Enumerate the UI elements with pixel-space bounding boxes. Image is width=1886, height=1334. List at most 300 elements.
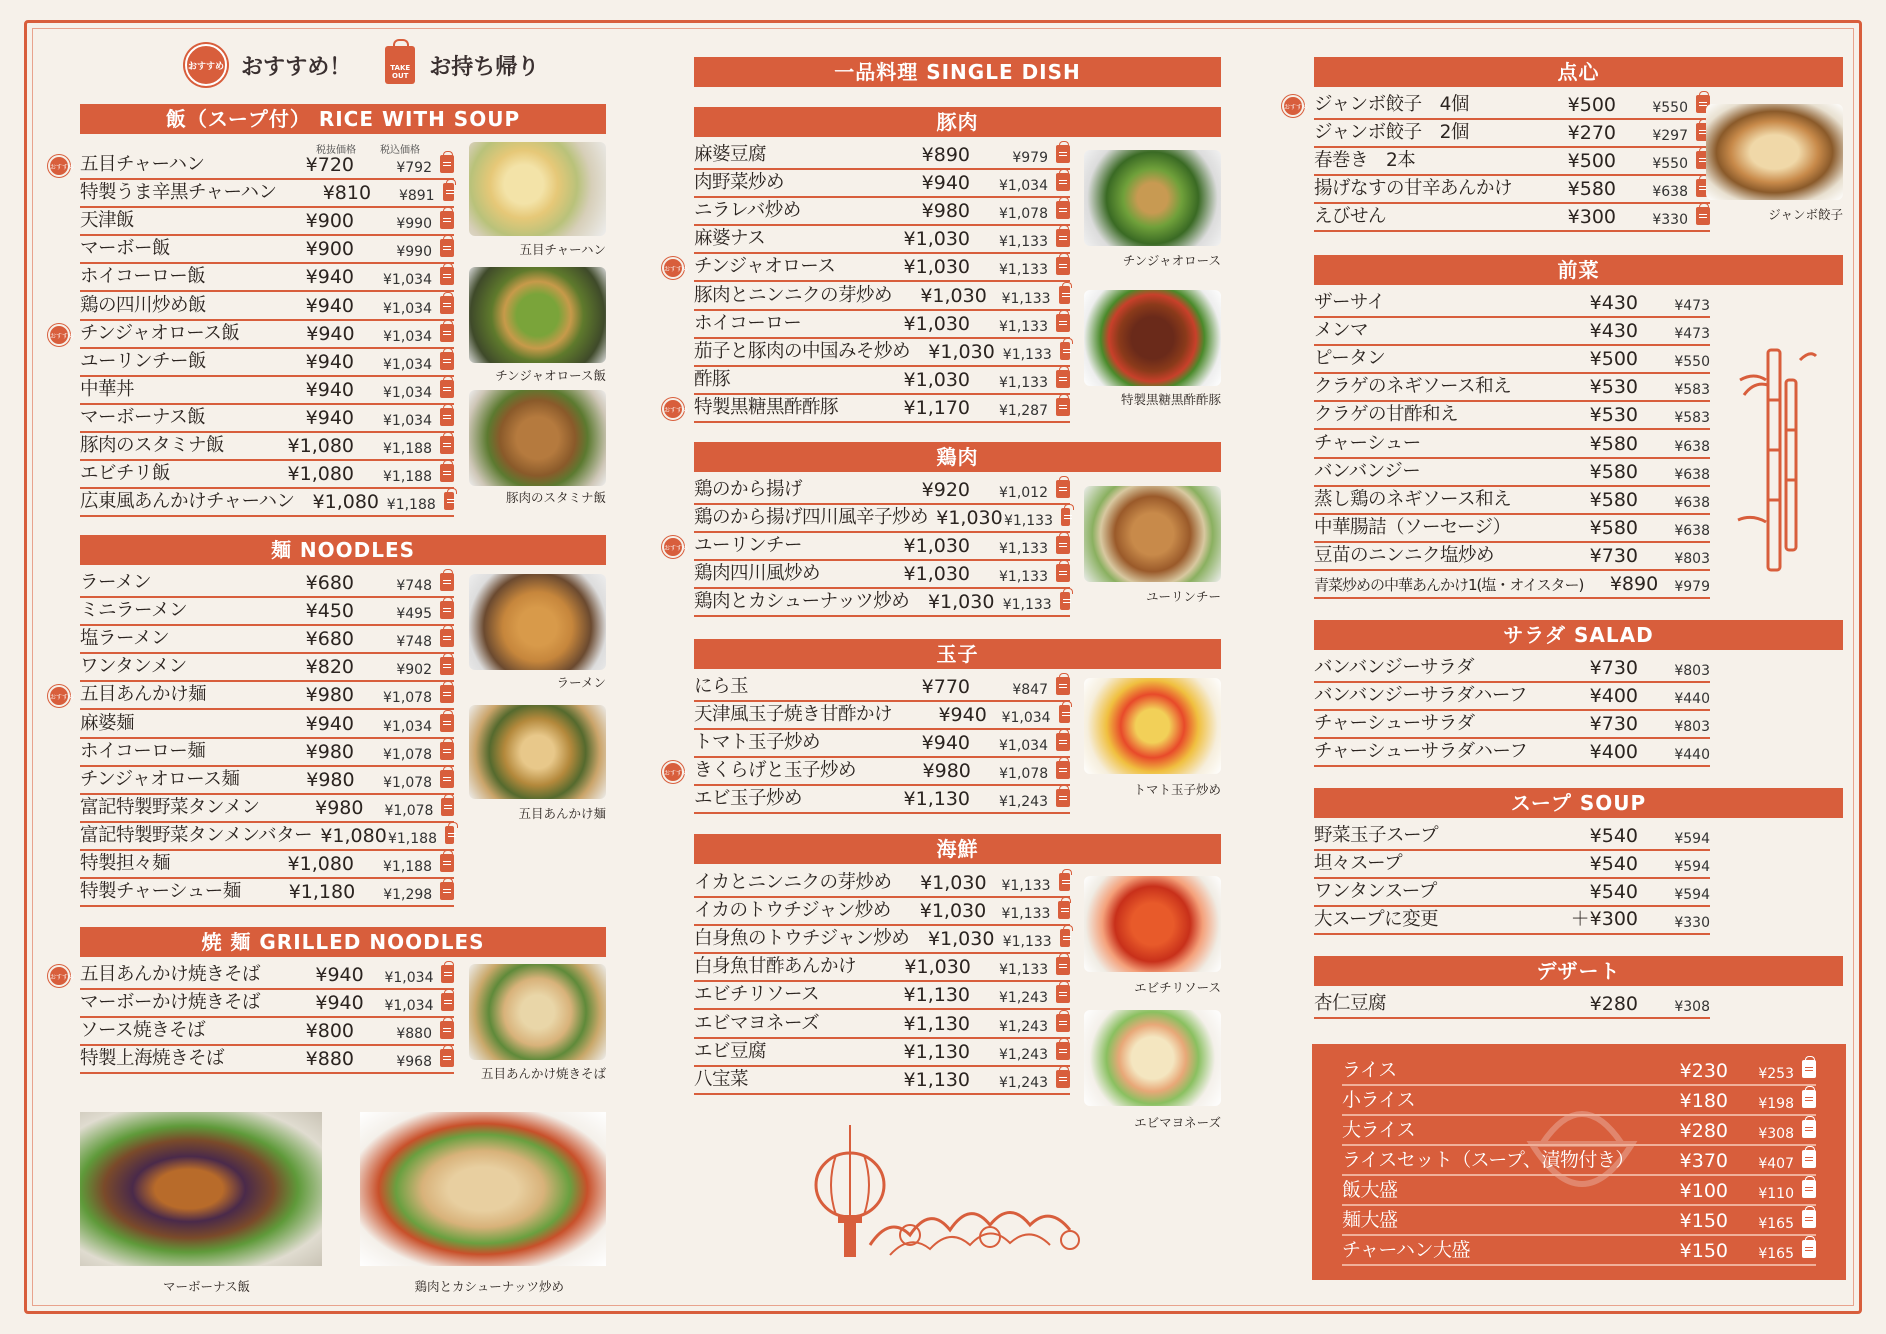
takeout-icon: [440, 657, 454, 675]
photo-pepper-steak-rice: [469, 267, 606, 363]
menu-item-row: [1314, 120, 1710, 148]
menu-item-name: 酢豚: [694, 368, 731, 390]
section-title-noodles: 麺 NOODLES: [80, 535, 606, 565]
menu-item-name: 天津風玉子焼き甘酢かけ: [694, 704, 893, 726]
takeout-icon: [1056, 1042, 1070, 1060]
menu-item-name: チャーシューサラダ: [1314, 713, 1475, 735]
takeout-icon: [1056, 789, 1070, 807]
menu-item-row: [80, 433, 454, 461]
menu-item-row: [50, 962, 454, 990]
price-ex-tax: ¥580: [1589, 488, 1638, 511]
price-ex-tax: ¥680: [305, 572, 354, 595]
menu-item-name: 中華腸詰（ソーセージ）: [1314, 516, 1511, 538]
price-ex-tax: ¥890: [921, 144, 970, 167]
price-in-tax: ¥1,287: [999, 402, 1048, 419]
menu-item-row: [50, 682, 454, 710]
menu-item-row: [694, 898, 1070, 926]
price-ex-tax: ¥400: [1589, 685, 1638, 708]
price-ex-tax: ¥1,170: [903, 396, 970, 419]
menu-item-row: [694, 982, 1070, 1010]
section-title-chicken: 鶏肉: [694, 442, 1221, 472]
menu-item-row: [694, 142, 1070, 170]
menu-item-name: 麻婆豆腐: [694, 144, 767, 166]
menu-item-row: [694, 311, 1070, 339]
menu-item-name: チンジャオロース飯: [80, 322, 240, 344]
takeout-icon: [440, 685, 454, 703]
price-ex-tax: ¥730: [1589, 657, 1638, 680]
menu-item-name: ユーリンチー飯: [80, 350, 207, 372]
section-title-appetizer: 前菜: [1314, 255, 1843, 285]
takeout-icon: [1056, 314, 1070, 332]
price-ex-tax: ¥580: [1589, 460, 1638, 483]
menu-item-name: 鶏肉とカシューナッツ炒め: [694, 591, 910, 613]
price-ex-tax: ¥1,080: [320, 824, 387, 847]
price-in-tax: ¥1,133: [999, 541, 1048, 558]
price-ex-tax: ¥400: [1589, 741, 1638, 764]
recommend-badge-icon: おすすめ: [662, 536, 684, 558]
caption: マーボーナス飯: [162, 1279, 250, 1294]
menu-item-row: [80, 823, 454, 851]
menu-item-name: クラゲの甘酢和え: [1314, 404, 1459, 426]
price-in-tax: ¥1,078: [384, 802, 434, 819]
menu-item-row: [694, 477, 1070, 505]
menu-item-row: [80, 570, 454, 598]
price-ex-tax: ¥820: [305, 656, 354, 679]
takeout-icon: [1802, 1210, 1816, 1228]
menu-item-row: [1314, 683, 1710, 711]
price-in-tax: ¥1,034: [383, 412, 432, 429]
price-ex-tax: ¥500: [1567, 150, 1616, 173]
menu-item-name: バンバンジー: [1314, 460, 1421, 482]
takeout-icon: [1061, 508, 1070, 526]
menu-item-row: [1314, 711, 1710, 739]
price-in-tax: ¥1,034: [999, 738, 1048, 755]
price-in-tax: ¥1,034: [1001, 710, 1051, 727]
takeout-icon: [1060, 592, 1070, 610]
price-ex-tax: ¥500: [1567, 94, 1616, 117]
menu-item-row: [80, 236, 454, 264]
price-ex-tax: ¥800: [305, 1020, 354, 1043]
price-ex-tax: ¥580: [1567, 178, 1616, 201]
menu-item-row: [80, 654, 454, 682]
price-in-tax: ¥1,078: [383, 690, 432, 707]
photo-mabo-eggplant-rice: [80, 1112, 322, 1266]
price-in-tax: ¥583: [1674, 410, 1710, 427]
takeout-icon: [444, 492, 454, 510]
price-ex-tax: ¥540: [1589, 881, 1638, 904]
menu-item-row: [664, 758, 1070, 786]
price-in-tax: ¥594: [1674, 831, 1710, 848]
photo-yurinchi: [1084, 486, 1221, 582]
menu-item-name: 中華丼: [80, 378, 135, 400]
takeout-icon: [441, 798, 454, 816]
caption: 五目チャーハン: [519, 242, 606, 257]
photo-pepper-steak: [1084, 150, 1221, 246]
menu-item-name: 鶏肉四川風炒め: [694, 563, 821, 585]
price-in-tax: ¥638: [1674, 438, 1710, 455]
menu-item-row: [80, 626, 454, 654]
price-ex-tax: ¥300: [1567, 206, 1616, 229]
menu-item-row: [80, 349, 454, 377]
price-ex-tax: ¥940: [306, 322, 355, 345]
takeout-icon: [440, 380, 454, 398]
price-in-tax: ¥1,034: [999, 178, 1048, 195]
price-in-tax: ¥1,243: [999, 794, 1048, 811]
section-title-dimsum: 点心: [1314, 57, 1843, 87]
price-in-tax: ¥1,034: [384, 998, 434, 1015]
price-ex-tax: ¥1,130: [903, 788, 970, 811]
menu-item-row: [1314, 543, 1710, 571]
lantern-waves-decoration: [800, 1125, 1150, 1265]
price-in-tax: ¥1,188: [386, 497, 436, 514]
price-ex-tax: ¥1,080: [287, 853, 354, 876]
menu-item-row: [664, 254, 1070, 282]
menu-item-name: 大スープに変更: [1314, 909, 1439, 931]
caption: 特製黒糖黒酢酢豚: [1120, 392, 1221, 407]
menu-item-row: [1314, 739, 1710, 767]
menu-item-name: 飯大盛: [1342, 1179, 1398, 1201]
menu-item-name: ワンタンスープ: [1314, 881, 1437, 903]
caption: チンジャオロース: [1122, 253, 1221, 268]
takeout-icon: [1056, 985, 1070, 1003]
section-title-rice: 飯（スープ付） RICE WITH SOUP: [80, 104, 606, 134]
menu-item-name: ニラレバ炒め: [694, 200, 801, 222]
price-in-tax: ¥638: [1674, 494, 1710, 511]
takeout-icon: [440, 239, 454, 257]
grilled-list: [50, 962, 454, 1074]
price-in-tax: ¥1,078: [999, 206, 1048, 223]
price-ex-tax: ¥940: [305, 266, 354, 289]
menu-item-name: 特製チャーシュー麺: [80, 881, 241, 903]
price-ex-tax: ¥980: [922, 760, 971, 783]
price-ex-tax: ¥1,030: [903, 312, 970, 335]
menu-item-name: バンバンジーサラダハーフ: [1314, 685, 1527, 707]
menu-item-name: ホイコーロー飯: [80, 266, 206, 288]
price-ex-tax: ¥940: [305, 350, 354, 373]
caption: 五目あんかけ麺: [518, 806, 606, 821]
menu-item-row: [1314, 907, 1710, 935]
menu-item-row: [1284, 92, 1710, 120]
menu-item-row: [80, 1018, 454, 1046]
price-in-tax: ¥1,133: [1002, 346, 1052, 363]
price-ex-tax: ¥280: [1679, 1120, 1728, 1142]
price-ex-tax: ¥1,130: [903, 984, 970, 1007]
takeout-icon: [440, 464, 454, 482]
takeout-icon: [440, 296, 454, 314]
price-in-tax: ¥803: [1674, 719, 1710, 736]
price-ex-tax: ¥530: [1589, 404, 1638, 427]
menu-item-name: エビマヨネーズ: [694, 1012, 820, 1034]
price-ex-tax: ¥900: [305, 210, 354, 233]
noodles-list: [50, 570, 454, 907]
menu-item-row: [694, 561, 1070, 589]
takeout-icon: [440, 1049, 454, 1067]
menu-item-name: チンジャオロース麺: [80, 768, 240, 790]
price-in-tax: ¥1,133: [1001, 906, 1051, 923]
price-in-tax: ¥792: [396, 160, 432, 177]
price-in-tax: ¥880: [396, 1026, 432, 1043]
takeout-icon: [1802, 1180, 1816, 1198]
menu-item-row: [80, 710, 454, 738]
price-ex-tax: ¥430: [1589, 292, 1638, 315]
menu-item-name: 青菜炒めの中華あんかけ1(塩・オイスター): [1314, 576, 1584, 595]
takeout-icon: [1056, 398, 1070, 416]
takeout-icon: [440, 854, 454, 872]
price-ex-tax: ¥1,030: [919, 900, 987, 923]
menu-item-row: [1314, 571, 1710, 599]
price-in-tax: ¥1,243: [999, 1074, 1048, 1091]
photo-sweet-sour-pork: [1084, 290, 1221, 386]
rice-options-list: [1342, 1056, 1816, 1266]
price-ex-tax: ¥720: [305, 154, 354, 177]
menu-item-name: 特製うま辛黒チャーハン: [80, 182, 277, 204]
menu-item-name: バンバンジーサラダ: [1314, 657, 1475, 679]
menu-item-name: 五目あんかけ焼きそば: [80, 964, 261, 986]
menu-item-name: チャーシューサラダハーフ: [1314, 741, 1528, 763]
price-in-tax: ¥1,133: [999, 234, 1048, 251]
menu-item-row: [80, 1046, 454, 1074]
menu-item-name: マーボーナス飯: [80, 406, 206, 428]
price-ex-tax: ¥1,030: [920, 872, 987, 895]
menu-item-row: [80, 292, 454, 320]
price-in-tax: ¥748: [396, 634, 432, 651]
menu-item-name: 特製黒糖黒酢酢豚: [694, 396, 839, 418]
price-in-tax: ¥253: [1758, 1066, 1794, 1082]
menu-item-row: [1342, 1146, 1816, 1176]
menu-item-row: [694, 870, 1070, 898]
price-ex-tax: ＋¥300: [1570, 908, 1638, 931]
menu-item-row: [1314, 851, 1710, 879]
menu-item-name: 茄子と豚肉の中国みそ炒め: [694, 340, 911, 362]
photo-ramen: [469, 574, 606, 670]
menu-item-row: [694, 926, 1070, 954]
menu-item-name: 八宝菜: [694, 1068, 749, 1090]
price-ex-tax: ¥980: [305, 684, 354, 707]
price-in-tax: ¥1,034: [383, 718, 432, 735]
menu-item-name: きくらげと玉子炒め: [694, 760, 857, 782]
menu-item-name: 肉野菜炒め: [694, 172, 785, 194]
price-in-tax: ¥1,298: [383, 887, 433, 904]
price-ex-tax: ¥150: [1679, 1210, 1728, 1232]
menu-item-name: エビ豆腐: [694, 1040, 767, 1062]
section-title-egg: 玉子: [694, 639, 1221, 669]
menu-item-name: 麻婆ナス: [694, 228, 766, 250]
takeout-icon: [441, 993, 454, 1011]
menu-item-name: マーボー飯: [80, 238, 171, 260]
menu-item-row: [50, 152, 454, 180]
caption: ユーリンチー: [1145, 589, 1221, 604]
takeout-icon: [441, 965, 454, 983]
menu-item-name: 坦々スープ: [1314, 853, 1403, 875]
price-in-tax: ¥1,034: [383, 356, 432, 373]
menu-item-name: ジャンボ餃子 2個: [1314, 122, 1469, 144]
menu-item-row: [694, 589, 1070, 617]
price-in-tax: ¥979: [1674, 579, 1710, 596]
section-title-salad: サラダ SALAD: [1314, 620, 1843, 650]
menu-item-name: ソース焼きそば: [80, 1020, 206, 1042]
menu-item-row: [1314, 879, 1710, 907]
price-ex-tax: ¥1,130: [903, 1068, 970, 1091]
section-title-pork: 豚肉: [694, 107, 1221, 137]
menu-item-row: [80, 180, 454, 208]
price-in-tax: ¥803: [1674, 550, 1710, 567]
price-ex-tax: ¥580: [1589, 516, 1638, 539]
menu-item-name: 富記特製野菜タンメン: [80, 796, 260, 818]
menu-item-row: [80, 264, 454, 292]
takeout-icon: [440, 211, 454, 229]
price-in-tax: ¥473: [1674, 298, 1710, 315]
price-ex-tax: ¥100: [1679, 1180, 1728, 1202]
menu-item-name: 五目チャーハン: [80, 154, 205, 176]
price-in-tax: ¥297: [1652, 128, 1688, 145]
menu-item-name: 特製上海焼きそば: [80, 1048, 225, 1070]
menu-item-row: [694, 226, 1070, 254]
takeout-icon: [440, 601, 454, 619]
menu-item-row: [664, 533, 1070, 561]
price-in-tax: ¥1,188: [387, 830, 437, 847]
price-in-tax: ¥1,133: [1003, 513, 1053, 530]
price-ex-tax: ¥940: [305, 294, 354, 317]
takeout-icon: [1056, 1070, 1070, 1088]
takeout-icon: [440, 629, 454, 647]
photo-ebi-chili: [1084, 876, 1221, 972]
menu-item-name: 鶏の四川炒め飯: [80, 294, 207, 316]
price-in-tax: ¥330: [1674, 915, 1710, 932]
price-ex-tax: ¥540: [1589, 853, 1638, 876]
menu-item-name: 鶏のから揚げ四川風辛子炒め: [694, 507, 929, 529]
rice-options-box: [1312, 1044, 1846, 1280]
menu-item-name: チンジャオロース: [694, 256, 836, 278]
menu-item-name: 麺大盛: [1342, 1209, 1398, 1231]
photo-gomoku-noodle: [469, 705, 606, 799]
menu-item-name: エビ玉子炒め: [694, 788, 803, 810]
menu-item-row: [80, 739, 454, 767]
menu-item-row: [50, 321, 454, 349]
tax-ex-label: 税抜価格: [316, 145, 356, 156]
recommend-badge-icon: おすすめ: [48, 324, 70, 346]
takeout-icon: [440, 573, 454, 591]
photo-fried-rice: [469, 142, 606, 236]
price-ex-tax: ¥1,130: [903, 1012, 970, 1035]
takeout-icon: [1056, 370, 1070, 388]
menu-item-name: イカのトウチジャン炒め: [694, 900, 891, 922]
price-ex-tax: ¥230: [1679, 1060, 1728, 1082]
price-ex-tax: ¥900: [305, 238, 354, 261]
menu-item-row: [1314, 374, 1710, 402]
price-ex-tax: ¥580: [1589, 432, 1638, 455]
menu-item-row: [1314, 991, 1710, 1019]
menu-item-row: [694, 1067, 1070, 1095]
recommend-badge-icon: おすすめ: [662, 257, 684, 279]
price-in-tax: ¥550: [1652, 100, 1688, 117]
price-in-tax: ¥1,243: [999, 1046, 1048, 1063]
menu-item-name: マーボーかけ焼きそば: [80, 992, 261, 1014]
caption: エビチリソース: [1134, 980, 1221, 995]
menu-item-name: 杏仁豆腐: [1314, 993, 1387, 1015]
menu-item-row: [80, 795, 454, 823]
takeout-icon: [440, 1021, 454, 1039]
price-in-tax: ¥990: [396, 244, 432, 261]
menu-item-row: [1342, 1086, 1816, 1116]
price-ex-tax: ¥940: [305, 406, 354, 429]
menu-item-name: 白身魚甘酢あんかけ: [694, 956, 857, 978]
section-title-seafood: 海鮮: [694, 834, 1221, 864]
caption: トマト玉子炒め: [1133, 782, 1221, 797]
takeout-icon: [1056, 957, 1070, 975]
price-in-tax: ¥308: [1674, 999, 1710, 1016]
price-in-tax: ¥110: [1758, 1186, 1794, 1202]
menu-item-row: [1314, 515, 1710, 543]
recommend-badge-icon: おすすめ: [662, 398, 684, 420]
takeout-icon: [1056, 1014, 1070, 1032]
recommend-badge-icon: おすすめ: [662, 761, 684, 783]
menu-item-row: [1314, 148, 1710, 176]
dimsum-list: [1284, 92, 1710, 232]
takeout-icon: [1056, 229, 1070, 247]
price-ex-tax: ¥1,180: [288, 881, 356, 904]
menu-item-row: [80, 461, 454, 489]
takeout-icon: [440, 155, 454, 173]
menu-item-name: ラーメン: [80, 572, 152, 594]
price-ex-tax: ¥1,030: [936, 507, 1003, 530]
price-in-tax: ¥968: [396, 1054, 432, 1071]
price-in-tax: ¥407: [1758, 1156, 1794, 1172]
egg-list: [664, 674, 1070, 814]
menu-item-name: 五目あんかけ麺: [80, 684, 207, 706]
price-in-tax: ¥847: [1012, 682, 1048, 699]
menu-item-row: [80, 405, 454, 433]
price-in-tax: ¥440: [1674, 747, 1710, 764]
menu-item-row: [694, 1039, 1070, 1067]
takeout-icon: [443, 183, 454, 201]
tax-in-label: 税込価格: [380, 145, 420, 156]
takeout-icon: [440, 324, 454, 342]
price-in-tax: ¥1,133: [1002, 934, 1052, 951]
soup-list: [1314, 823, 1710, 935]
menu-item-row: [80, 377, 454, 405]
menu-item-row: [1314, 318, 1710, 346]
menu-item-name: 白身魚のトウチジャン炒め: [694, 928, 910, 950]
takeout-icon: [1056, 733, 1070, 751]
price-in-tax: ¥902: [396, 662, 432, 679]
price-ex-tax: ¥1,030: [927, 591, 995, 614]
menu-item-name: 特製担々麺: [80, 853, 171, 875]
menu-item-name: ミニラーメン: [80, 600, 188, 622]
price-in-tax: ¥1,188: [383, 441, 432, 458]
price-ex-tax: ¥1,080: [287, 435, 354, 458]
price-ex-tax: ¥1,030: [903, 563, 970, 586]
takeout-icon: [440, 408, 454, 426]
seafood-list: [694, 870, 1070, 1095]
menu-item-row: [694, 198, 1070, 226]
menu-item-name: ホイコーロー: [694, 312, 802, 334]
price-ex-tax: ¥770: [921, 676, 970, 699]
menu-item-row: [80, 990, 454, 1018]
menu-item-name: トマト玉子炒め: [694, 732, 821, 754]
price-in-tax: ¥979: [1012, 150, 1048, 167]
price-ex-tax: ¥430: [1589, 320, 1638, 343]
takeout-icon: [1056, 480, 1070, 498]
takeout-icon: [1802, 1060, 1816, 1078]
price-ex-tax: ¥450: [305, 600, 354, 623]
section-title-dessert: デザート: [1314, 956, 1843, 986]
legend: [185, 44, 539, 86]
price-in-tax: ¥803: [1674, 663, 1710, 680]
menu-item-name: 豚肉のスタミナ飯: [80, 435, 225, 457]
price-ex-tax: ¥1,080: [287, 463, 354, 486]
legend-takeout: お持ち帰り: [429, 54, 540, 80]
price-ex-tax: ¥1,030: [928, 340, 995, 363]
